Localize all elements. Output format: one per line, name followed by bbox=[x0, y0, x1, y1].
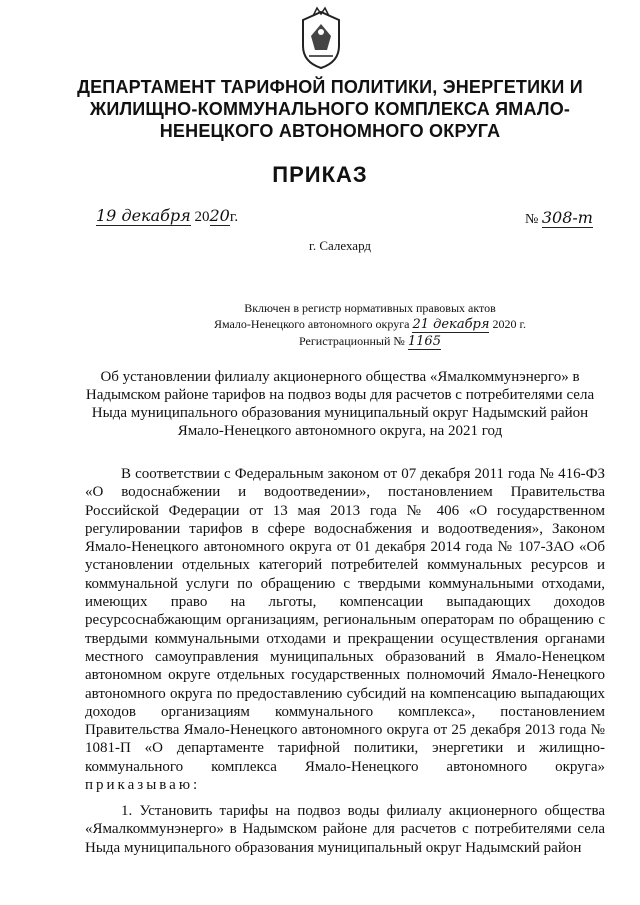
registry-stamp bbox=[190, 300, 550, 350]
order-date bbox=[96, 206, 238, 226]
registry-line-2: Ямало-Ненецкого автономного округа 21 декабря 2020 г. bbox=[213, 317, 527, 332]
order-word: приказываю: bbox=[85, 777, 201, 794]
registry-handwritten-number: 1165 bbox=[407, 334, 441, 349]
registry-handwritten-date: 21 декабря bbox=[412, 317, 490, 332]
handwritten-date: 19 декабря bbox=[96, 206, 191, 225]
order-item-1: 1. Установить тарифы на подвоз воды филиалу акционерного общества «Ямалкоммунэнерго» в Надымском районе для расчетов с потребителями села Ныда муниципального образования муниципальный округ Надымский район bbox=[85, 803, 605, 856]
preamble-paragraph bbox=[85, 465, 605, 794]
city-name: г. Салехард bbox=[308, 238, 372, 253]
coat-of-arms-emblem bbox=[297, 6, 345, 70]
department-name: ДЕПАРТАМЕНТ ТАРИФНОЙ ПОЛИТИКИ, ЭНЕРГЕТИКИ И ЖИЛИЩНО-КОММУНАЛЬНОГО КОМПЛЕКСА ЯМАЛО-НЕНЕЦКОГО АВТОНОМНОГО ОКРУГА bbox=[77, 77, 583, 141]
registry-line-1: Включен в регистр нормативных правовых актов bbox=[244, 301, 496, 315]
number-label: № bbox=[525, 212, 539, 227]
order-number bbox=[525, 208, 593, 228]
handwritten-year: 20 bbox=[209, 206, 230, 225]
registry-line-3: Регистрационный № 1165 bbox=[299, 334, 441, 349]
document-type-title: ПРИКАЗ bbox=[272, 162, 368, 187]
year-suffix: г. bbox=[229, 209, 239, 225]
handwritten-number: 308-т bbox=[541, 208, 593, 227]
preamble-text: В соответствии с Федеральным законом от 07 декабря 2011 года № 416-ФЗ «О водоснабжении и водоотведении», постановлением Правительства Российской Федерации от 13 мая 2013 года № 406 «О государственном регулировании тарифов в сфере водоснабжения и водоотведения», Законом Ямало-Ненецкого автономного округа от 01 декабря 2014 года № 107-ЗАО «Об установлении отдельных категорий потребителей коммунальных ресурсов и коммунальной услуги по обращению с твердыми коммунальными отходами, имеющих право на льготы, компенсации выпадающих доходов ресурсоснабжающим организациям, региональным операторам по обращению с твердыми коммунальными отходами и прекращении осуществления органами местного самоуправления муниципальных образований в Ямало-Ненецком автономном округе отдельных государственных полномочий Ямало-Ненецкого автономного округа по предоставлению субсидий на компенсацию выпадающих доходов организациям коммунального комплекса», постановлением Правительства Ямало-Ненецкого автономного округа от 25 декабря 2013 года № 1081-П «О департаменте тарифной политики, энергетики и жилищно-коммунального комплекса Ямало-Ненецкого автономного округа» bbox=[85, 466, 605, 775]
order-subject: Об установлении филиалу акционерного общества «Ямалкоммунэнерго» в Надымском районе тарифов на подвоз воды для расчетов с потребителями села Ныда муниципального образования муниципальный округ Надымский район Ямало-Ненецкого автономного округа, на 2021 год bbox=[85, 369, 595, 439]
year-prefix: 20 bbox=[194, 209, 210, 225]
